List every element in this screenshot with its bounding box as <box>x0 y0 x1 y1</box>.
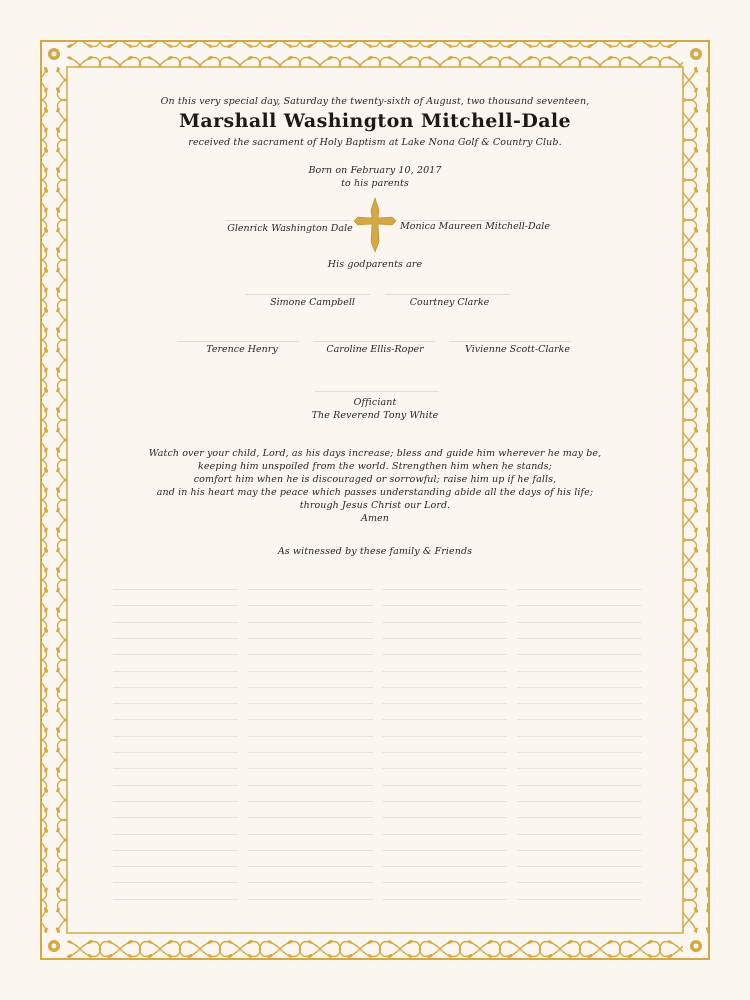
witness-signature-line <box>382 817 507 818</box>
witness-signature-line <box>517 687 642 688</box>
witness-signature-line <box>382 654 507 655</box>
witness-signature-line <box>248 801 373 802</box>
witness-signature-line <box>113 605 238 606</box>
witness-signature-line <box>113 736 238 737</box>
witness-signature-line <box>517 671 642 672</box>
witness-signature-line <box>517 785 642 786</box>
witness-signature-line <box>113 882 238 883</box>
prayer-line: and in his heart may the peace which passes understanding abide all the days of his life; <box>156 487 594 498</box>
witness-signature-line <box>113 671 238 672</box>
witness-signature-line <box>113 589 238 590</box>
officiant-label: Officiant <box>353 397 397 408</box>
godparent-signature-line <box>449 341 571 342</box>
witness-signature-line <box>113 768 238 769</box>
witness-signature-line <box>248 622 373 623</box>
witness-signature-line <box>517 605 642 606</box>
witness-signature-line <box>517 817 642 818</box>
witness-signature-line <box>517 768 642 769</box>
witness-signature-line <box>113 785 238 786</box>
witness-signature-line <box>382 834 507 835</box>
witness-signature-line <box>382 752 507 753</box>
witness-signature-line <box>382 589 507 590</box>
godparent-name: Courtney Clarke <box>409 297 490 308</box>
godparent-signature-line <box>245 294 370 295</box>
witness-signature-line <box>517 866 642 867</box>
witness-signature-line <box>113 719 238 720</box>
witness-signature-line <box>517 882 642 883</box>
child-name: Marshall Washington Mitchell-Dale <box>178 110 572 132</box>
witness-signature-line <box>248 768 373 769</box>
godparent-name: Terence Henry <box>206 344 278 355</box>
witness-signature-line <box>248 817 373 818</box>
sacrament-line: received the sacrament of Holy Baptism at Lake Nona Golf & Country Club. <box>188 137 562 148</box>
officiant-name: The Reverend Tony White <box>311 410 439 421</box>
witness-label: As witnessed by these family & Friends <box>277 546 473 557</box>
witness-signature-line <box>248 719 373 720</box>
witness-signature-line <box>382 719 507 720</box>
witness-signature-line <box>113 703 238 704</box>
witness-signature-line <box>248 850 373 851</box>
officiant-signature-line <box>315 391 439 392</box>
witness-signature-line <box>517 622 642 623</box>
witness-signature-line <box>113 866 238 867</box>
prayer-line: comfort him when he is discouraged or sorrowful; raise him up if he falls, <box>193 474 557 485</box>
prayer-line: through Jesus Christ our Lord. <box>299 500 451 511</box>
witness-signature-line <box>113 622 238 623</box>
witness-signature-line <box>382 768 507 769</box>
godparent-signature-line <box>313 341 435 342</box>
godparent-name: Vivienne Scott-Clarke <box>465 344 570 355</box>
witness-signature-line <box>517 899 642 900</box>
prayer-line: keeping him unspoiled from the world. Strengthen him when he stands; <box>198 461 552 472</box>
witness-signature-line <box>517 752 642 753</box>
witness-signature-line <box>248 752 373 753</box>
witness-signature-line <box>382 866 507 867</box>
witness-signature-line <box>517 719 642 720</box>
witness-signature-line <box>248 834 373 835</box>
prayer-line: Watch over your child, Lord, as his days increase; bless and guide him wherever he may be, <box>148 448 602 459</box>
witness-signature-line <box>248 589 373 590</box>
witness-signature-line <box>382 687 507 688</box>
witness-signature-line <box>517 638 642 639</box>
witness-signature-line <box>248 882 373 883</box>
witness-signature-line <box>113 654 238 655</box>
witness-signature-line <box>248 866 373 867</box>
witness-signature-line <box>517 801 642 802</box>
witness-signature-line <box>382 801 507 802</box>
witness-signature-line <box>517 654 642 655</box>
witness-signature-line <box>113 899 238 900</box>
godparent-signature-line <box>177 341 299 342</box>
witness-signature-line <box>517 703 642 704</box>
witness-signature-line <box>248 703 373 704</box>
witness-signature-line <box>113 850 238 851</box>
parent-name: Monica Maureen Mitchell-Dale <box>400 221 550 232</box>
witness-signature-line <box>517 736 642 737</box>
witness-signature-line <box>248 785 373 786</box>
godparent-signature-line <box>385 294 510 295</box>
witness-signature-line <box>248 638 373 639</box>
witness-signature-line <box>248 736 373 737</box>
witness-signature-line <box>382 622 507 623</box>
witness-signature-line <box>248 899 373 900</box>
born-line: Born on February 10, 2017 <box>308 165 442 176</box>
witness-signature-line <box>517 834 642 835</box>
witness-signature-line <box>382 785 507 786</box>
godparent-name: Simone Campbell <box>270 297 355 308</box>
witness-signature-line <box>248 687 373 688</box>
certificate-body <box>70 70 680 930</box>
witness-signature-line <box>382 671 507 672</box>
parent-signature-line <box>225 220 350 221</box>
parents-label: to his parents <box>341 178 409 189</box>
witness-signature-line <box>517 589 642 590</box>
parent-name: Glenrick Washington Dale <box>227 223 353 234</box>
witness-signature-line <box>248 605 373 606</box>
intro-line: On this very special day, Saturday the twenty-sixth of August, two thousand seventeen, <box>160 96 590 107</box>
witness-signature-line <box>113 817 238 818</box>
witness-signature-line <box>382 703 507 704</box>
witness-signature-line <box>113 687 238 688</box>
witness-signature-line <box>382 605 507 606</box>
witness-signature-line <box>248 654 373 655</box>
witness-signature-line <box>382 638 507 639</box>
godparents-label: His godparents are <box>327 259 423 270</box>
witness-signature-line <box>248 671 373 672</box>
witness-signature-line <box>517 850 642 851</box>
witness-signature-line <box>113 834 238 835</box>
prayer-line: Amen <box>360 513 389 524</box>
witness-signature-line <box>382 850 507 851</box>
witness-signature-line <box>113 638 238 639</box>
witness-signature-line <box>113 801 238 802</box>
witness-signature-line <box>382 899 507 900</box>
witness-signature-line <box>382 736 507 737</box>
witness-signature-line <box>382 882 507 883</box>
godparent-name: Caroline Ellis-Roper <box>326 344 424 355</box>
witness-signature-line <box>113 752 238 753</box>
